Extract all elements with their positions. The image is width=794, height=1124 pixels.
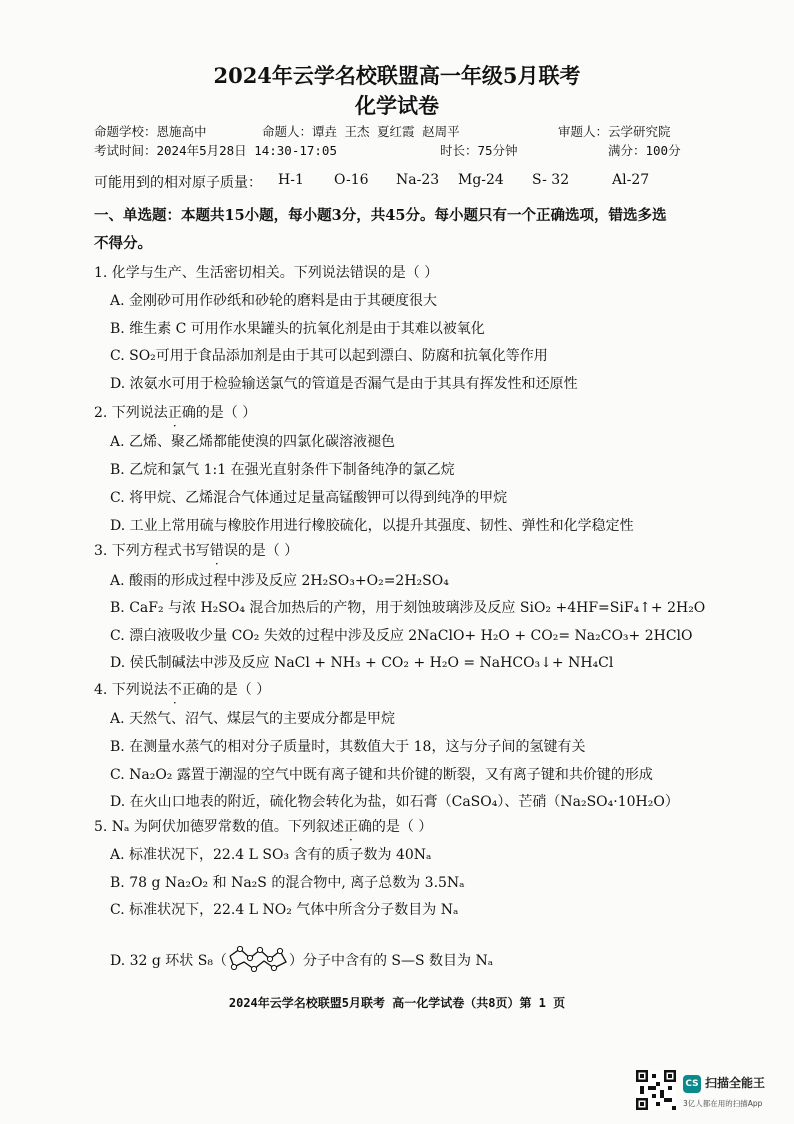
emphasis-mark: 错	[209, 543, 224, 559]
question-2-option-d: D. 工业上常用硫与橡胶作用进行橡胶硫化，以提升其强度、韧性、弹性和化学稳定性	[110, 518, 634, 534]
emphasis-mark: 不	[167, 682, 182, 698]
scanner-app-tagline: 3亿人都在用的扫描App	[683, 1099, 763, 1108]
meta-time: 考试时间：2024年5月28日 14:30-17:05	[94, 143, 337, 158]
exam-title: 2024年云学名校联盟高一年级5月联考	[213, 63, 581, 88]
question-2-stem: 2. 下列说法正确的是（ ）	[94, 405, 257, 421]
page-footer: 2024年云学名校联盟5月联考 高一化学试卷（共8页）第 1 页	[228, 996, 566, 1010]
question-4-stem: 4. 下列说法不正确的是（ ）	[94, 682, 271, 698]
section-heading: 一、单选题：本题共15小题，每小题3分，共45分。每小题只有一个正确选项，错选多选	[94, 207, 667, 224]
emphasis-mark: 正	[343, 819, 358, 835]
qr-code-icon	[636, 1070, 676, 1110]
atomic-mass-item: O-16	[334, 172, 369, 188]
question-5-option-c: C. 标准状况下，22.4 L NO₂ 气体中所含分子数目为 Nₐ	[110, 902, 459, 918]
question-4-option-c: C. Na₂O₂ 露置于潮湿的空气中既有离子键和共价键的断裂，又有离子键和共价键的形成	[110, 767, 653, 783]
question-1-option-a: A. 金刚砂可用作砂纸和砂轮的磨料是由于其硬度很大	[110, 293, 438, 309]
question-3-option-d: D. 侯氏制碱法中涉及反应 NaCl + NH₃ + CO₂ + H₂O = NaHCO₃↓+ NH₄Cl	[110, 655, 614, 671]
question-1-option-b: B. 维生素 C 可用作水果罐头的抗氧化剂是由于其难以被氧化	[110, 321, 485, 337]
emphasis-mark: 正	[167, 405, 182, 421]
question-5-option-d: D. 32 g 环状 S₈（ ）分子中含有的 S—S 数目为 Nₐ	[110, 946, 493, 972]
atomic-mass-item: Al-27	[612, 172, 650, 188]
question-1-stem: 1. 化学与生产、生活密切相关。下列说法错误的是（ ）	[94, 265, 439, 281]
meta-reviewer: 审题人：云学研究院	[558, 124, 671, 139]
atomic-mass-label: 可能用到的相对原子质量：	[94, 175, 262, 191]
atomic-mass-item: S- 32	[532, 172, 570, 188]
meta-authors: 命题人：谭垚 王杰 夏红霞 赵周平	[262, 124, 460, 139]
atomic-mass-item: Mg-24	[458, 172, 504, 188]
question-3-option-c: C. 漂白液吸收少量 CO₂ 失效的过程中涉及反应 2NaClO+ H₂O + CO₂= Na₂CO₃+ 2HClO	[110, 628, 693, 644]
question-3-option-b: B. CaF₂ 与浓 H₂SO₄ 混合加热后的产物，用于刻蚀玻璃涉及反应 SiO₂ +4HF=SiF₄↑+ 2H₂O	[110, 600, 706, 616]
question-2-option-b: B. 乙烷和氯气 1:1 在强光直射条件下制备纯净的氯乙烷	[110, 462, 455, 478]
meta-score: 满分：100分	[608, 143, 681, 158]
exam-subtitle: 化学试卷	[355, 93, 439, 118]
question-5-option-b: B. 78 g Na₂O₂ 和 Na₂S 的混合物中, 离子总数为 3.5Nₐ	[110, 875, 465, 891]
camscanner-logo: CS	[683, 1075, 701, 1093]
s8-ring-structure-icon	[227, 946, 289, 972]
question-5-stem: 5. Nₐ 为阿伏加德罗常数的值。下列叙述正确的是（ ）	[94, 819, 433, 835]
question-5-option-a: A. 标准状况下，22.4 L SO₃ 含有的质子数为 40Nₐ	[110, 847, 432, 863]
question-2-option-c: C. 将甲烷、乙烯混合气体通过足量高锰酸钾可以得到纯净的甲烷	[110, 490, 508, 506]
meta-school: 命题学校：恩施高中	[94, 124, 207, 139]
atomic-mass-item: H-1	[278, 172, 304, 188]
question-3-option-a: A. 酸雨的形成过程中涉及反应 2H₂SO₃+O₂=2H₂SO₄	[110, 573, 449, 589]
question-1-option-c: C. SO₂可用于食品添加剂是由于其可以起到漂白、防腐和抗氧化等作用	[110, 348, 548, 364]
question-3-stem: 3. 下列方程式书写错误的是（ ）	[94, 543, 299, 559]
question-2-option-a: A. 乙烯、聚乙烯都能使溴的四氯化碳溶液褪色	[110, 434, 396, 450]
question-4-option-b: B. 在测量水蒸气的相对分子质量时，其数值大于 18，这与分子间的氢键有关	[110, 739, 586, 755]
scanner-app-name: 扫描全能王	[705, 1076, 766, 1090]
meta-duration: 时长：75分钟	[440, 143, 518, 158]
section-heading-cont: 不得分。	[94, 235, 152, 252]
question-4-option-d: D. 在火山口地表的附近，硫化物会转化为盐，如石膏（CaSO₄）、芒硝（Na₂SO₄·10H₂O）	[110, 794, 679, 810]
atomic-mass-item: Na-23	[396, 172, 440, 188]
question-1-option-d: D. 浓氨水可用于检验输送氯气的管道是否漏气是由于其具有挥发性和还原性	[110, 376, 578, 392]
question-4-option-a: A. 天然气、沼气、煤层气的主要成分都是甲烷	[110, 711, 396, 727]
